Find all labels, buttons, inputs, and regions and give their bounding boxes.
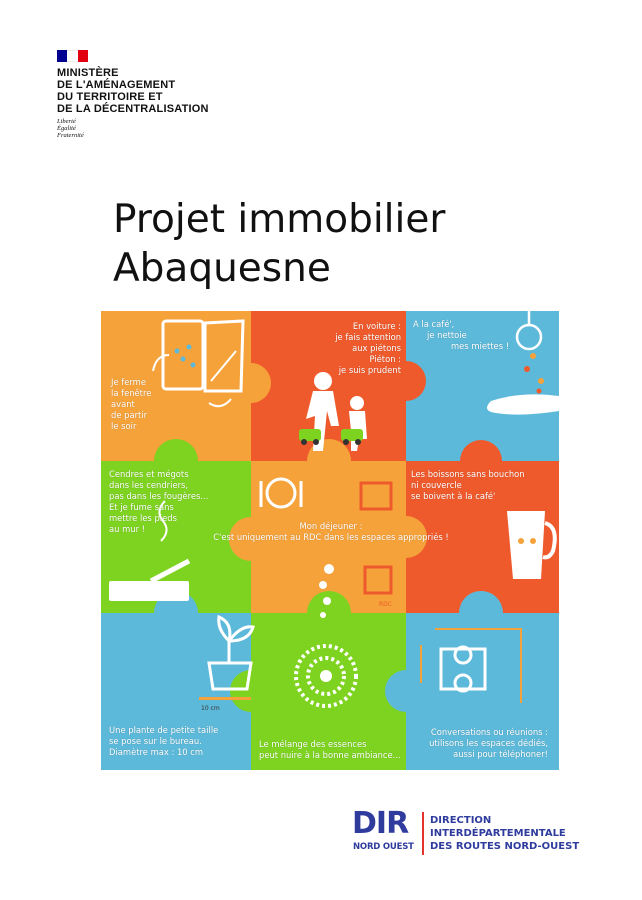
tip-line: A la café', — [413, 319, 455, 329]
tip-line: utilisons les espaces dédiés, — [429, 738, 548, 748]
tip-line: la fenêtre — [111, 388, 152, 398]
tip-line: Diamètre max : 10 cm — [109, 747, 204, 757]
tip-line: Mon déjeuner : — [299, 521, 363, 531]
tip-line: Cendres et mégots — [109, 469, 189, 479]
tip-line: peut nuire à la bonne ambiance... — [259, 750, 401, 760]
dir-name-line: INTERDÉPARTEMENTALE — [430, 828, 566, 839]
title-line: Projet immobilier — [113, 197, 446, 242]
tip-line: dans les cendriers, — [109, 480, 189, 490]
dir-name-line: DIRECTION — [430, 815, 492, 826]
ministry-block — [57, 50, 209, 139]
tip-line: se pose sur le bureau. — [109, 736, 202, 746]
tip-line: je suis prudent — [338, 365, 401, 375]
document-title — [113, 195, 445, 293]
tip-line: Les boissons sans bouchon — [411, 469, 525, 479]
tip-line: En voiture : — [352, 321, 401, 331]
tip-line: mettre les pieds — [109, 513, 177, 523]
tip-line: avant — [111, 399, 135, 409]
tip-line: C'est uniquement au RDC dans les espaces appropriés ! — [213, 532, 449, 542]
lunch-tip — [191, 521, 471, 543]
perfume-tip — [259, 739, 401, 761]
drinks-tip — [411, 469, 525, 502]
rules-poster — [101, 311, 559, 770]
tip-line: je nettoie — [427, 330, 467, 340]
tip-line: au mur ! — [109, 524, 146, 534]
meeting-tip — [416, 727, 548, 760]
ashtray-icon — [109, 581, 189, 601]
tip-line: mes miettes ! — [451, 341, 510, 351]
dir-logo-divider — [422, 812, 424, 855]
ministry-line: DU TERRITOIRE ET — [57, 91, 163, 103]
title-line: Abaquesne — [113, 246, 331, 291]
tip-line: pas dans les fougères... — [109, 491, 209, 501]
tip-line: se boivent à la café' — [411, 491, 496, 501]
tip-line: aussi pour téléphoner! — [453, 749, 548, 759]
republic-motto — [57, 118, 209, 139]
dir-logo-text: DIR — [352, 806, 409, 841]
ministry-name — [57, 67, 209, 115]
tip-line: je fais attention — [335, 332, 401, 342]
ministry-line: MINISTÈRE — [57, 67, 119, 79]
tip-line: ni couvercle — [411, 480, 462, 490]
tip-line: le soir — [111, 421, 137, 431]
tip-line: Le mélange des essences — [259, 739, 367, 749]
marianne-flag-icon — [57, 50, 88, 62]
ministry-line: DE L'AMÉNAGEMENT — [57, 79, 176, 91]
dir-name-line: DES ROUTES NORD-OUEST — [430, 841, 580, 852]
motto-line: Fraternité — [57, 132, 84, 139]
motto-line: Égalité — [57, 125, 76, 132]
tip-line: Une plante de petite taille — [109, 725, 219, 735]
cafe-tip — [413, 319, 509, 352]
ministry-line: DE LA DÉCENTRALISATION — [57, 103, 209, 115]
tip-line: aux piétons — [352, 343, 401, 353]
dir-logo-subtitle: NORD OUEST — [353, 842, 414, 852]
traffic-tip — [306, 321, 401, 376]
tip-line: Et je fume sans — [109, 502, 174, 512]
motto-line: Liberté — [57, 118, 76, 125]
dir-full-name — [430, 814, 579, 853]
tip-line: Je ferme — [111, 377, 146, 387]
pot-size-label: 10 cm — [201, 705, 220, 712]
window-tip — [111, 377, 151, 432]
tip-line: de partir — [111, 410, 148, 420]
tip-line: Piéton : — [369, 354, 401, 364]
plant-tip — [109, 725, 218, 758]
rdc-label: RDC — [379, 601, 392, 608]
tip-line: Conversations ou réunions : — [430, 727, 548, 737]
